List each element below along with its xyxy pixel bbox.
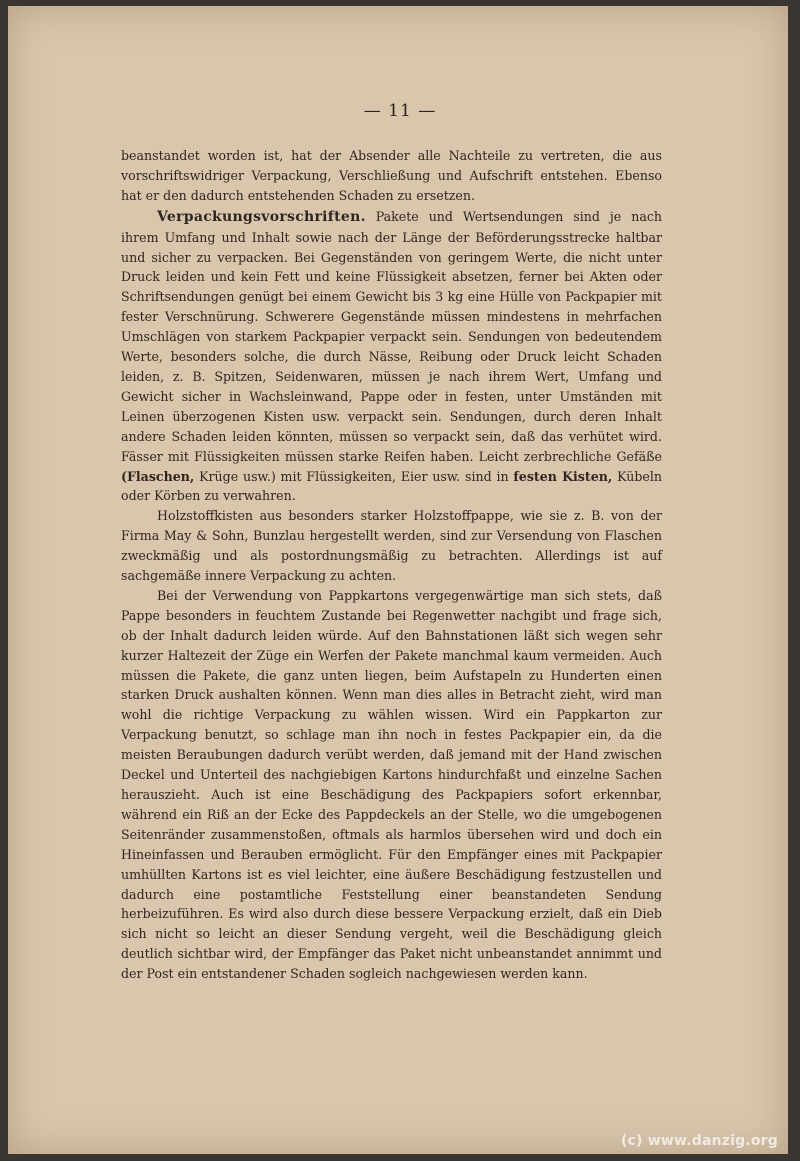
paragraph-3: Holzstoffkisten aus besonders starker Holzstoffpappe, wie sie z. B. von der Firma May & Sohn, Bunzlau hergestellt werden, sind zur Versendung von Flaschen zweckmäßig und als postordnungsmäßig zu betrachten. Allerdings ist auf sachgemäße innere Verpackung zu achten. <box>121 508 662 584</box>
watermark-label: (c) www.danzig.org <box>620 1133 778 1149</box>
paragraph-4: Bei der Verwendung von Pappkartons vergegenwärtige man sich stets, daß Pappe besonders in feuchtem Zustande bei Regenwetter nachgibt und frage sich, ob der Inhalt dadurch leiden würde. Auf den Bahnstationen läßt sich wegen sehr kurzer Haltezeit der Züge ein Werfen der Pakete manchmal kaum vermeiden. Auch müssen die Pakete, die ganz unten liegen, beim Aufstapeln zu Hunderten einen starken Druck aushalten können. Wenn man dies alles in Betracht zieht, wird man wohl die richtige Verpackung zu wählen wissen. Wird ein Pappkarton zur Verpackung benutzt, so schlage man ihn noch in festes Packpapier ein, da die meisten Beraubungen dadurch verübt werden, daß jemand mit der Hand zwischen Deckel und Unterteil des nachgiebigen Kartons hindurchfaßt und einzelne Sachen herauszieht. Auch ist eine Beschädigung des Packpapiers sofort erkennbar, während ein Riß an der Ecke des Pappdeckels an der Stelle, wo die umgebogenen Seitenränder zusammenstoßen, oftmals als harmlos übersehen wird und doch ein Hineinfassen und Berauben ermöglicht. Für den Empfänger eines mit Packpapier umhüllten Kartons ist es viel leichter, eine äußere Beschädigung festzustellen und dadurch eine postamtliche Feststellung einer beanstandeten Sendung herbeizuführen. Es wird also durch diese bessere Verpackung erzielt, daß ein Dieb sich nicht so leicht an dieser Sendung vergeht, weil die Beschädigung gleich deutlich sichtbar wird, der Empfänger das Paket nicht unbeanstandet annimmt und der Post ein entstandener Schaden sogleich nachgewiesen werden kann. <box>121 587 662 982</box>
body-text <box>121 146 662 984</box>
section-heading: Verpackungsvorschriften. <box>157 208 366 225</box>
paragraph-2 <box>121 207 662 507</box>
paragraph-2-emphasis-2: festen Kisten, <box>513 468 613 484</box>
paragraph-2-emphasis-1: (Flaschen, <box>121 468 195 484</box>
paragraph-1: beanstandet worden ist, hat der Absender alle Nachteile zu vertreten, die aus vorschriftswidriger Verpackung, Verschließung und Aufschrift entstehen. Ebenso hat er den dadurch entstehenden Schaden zu ersetzen. <box>121 148 662 203</box>
paragraph-2-text-a: Pakete und Wertsendungen sind je nach ihrem Umfang und Inhalt sowie nach der Länge der Beförderungsstrecke haltbar und sicher zu verpacken. Bei Gegenständen von geringem Werte, die nicht unter Druck leiden und kein Fett und keine Flüssigkeit absetzen, ferner bei Akten oder Schriftsendungen genügt bei einem Gewicht bis 3 kg eine Hülle von Packpapier mit fester Verschnürung. Schwerere Gegenstände müssen mindestens in mehrfachen Umschlägen von starkem Packpapier verpackt sein. Sendungen von bedeutendem Werte, besonders solche, die durch Nässe, Reibung oder Druck leicht Schaden leiden, z. B. Spitzen, Seidenwaren, müssen je nach ihrem Wert, Umfang und Gewicht sicher in Wachsleinwand, Pappe oder in festen, unter Umständen mit Leinen überzogenen Kisten usw. verpackt sein. Sendungen, durch deren Inhalt andere Schaden leiden könnten, müssen so verpackt sein, daß das verhütet wird. Fässer mit Flüssigkeiten müssen starke Reifen haben. Leicht zerbrechliche Gefäße <box>121 208 662 464</box>
paragraph-2-text-b: Krüge usw.) mit Flüssigkeiten, Eier usw. sind in <box>194 468 514 484</box>
page-number: — 11 — <box>363 101 437 121</box>
paragraph-2-text-c: Kübeln oder Körben zu verwahren. <box>121 468 662 504</box>
